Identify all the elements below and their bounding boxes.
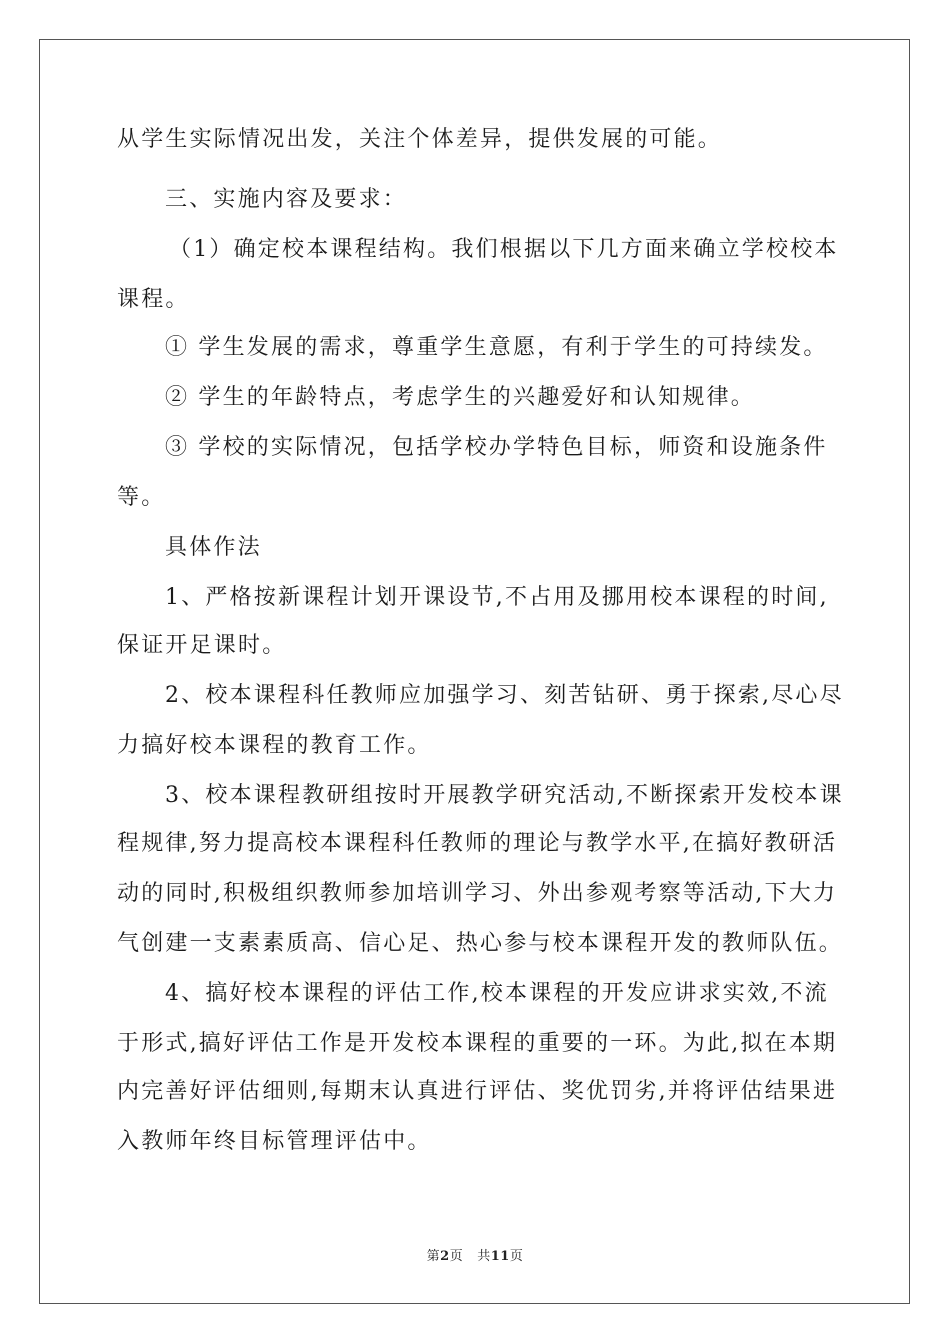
text-line: 气创建一支素素质高、信心足、热心参与校本课程开发的教师队伍。: [117, 931, 844, 956]
list-item: ② 学生的年龄特点，考虑学生的兴趣爱好和认知规律。: [165, 385, 755, 410]
list-item: ① 学生发展的需求，尊重学生意愿，有利于学生的可持续发。: [165, 335, 828, 360]
page-prefix: 第: [426, 1249, 441, 1264]
page-number: 2: [440, 1249, 450, 1264]
text-line: 1、严格按新课程计划开课设节,不占用及挪用校本课程的时间,: [165, 585, 829, 610]
text-line: 4、搞好校本课程的评估工作,校本课程的开发应讲求实效,不流: [165, 981, 829, 1006]
text-line: 动的同时,积极组织教师参加培训学习、外出参观考察等活动,下大力: [117, 881, 838, 906]
text-line: 内完善好评估细则,每期末认真进行评估、奖优罚劣,并将评估结果进: [117, 1079, 838, 1104]
page-border: [39, 39, 910, 1304]
sub-heading: 具体作法: [165, 535, 262, 560]
text-line: 等。: [117, 485, 166, 510]
text-line: 3、校本课程教研组按时开展教学研究活动,不断探索开发校本课: [165, 783, 844, 808]
text-line: 入教师年终目标管理评估中。: [117, 1129, 432, 1154]
page-footer: [0, 1245, 950, 1264]
text-line: 保证开足课时。: [117, 633, 287, 658]
list-item: ③ 学校的实际情况，包括学校办学特色目标，师资和设施条件: [165, 435, 828, 460]
text-line: 力搞好校本课程的教育工作。: [117, 733, 432, 758]
total-prefix: 共: [477, 1249, 491, 1264]
text-line: 于形式,搞好评估工作是开发校本课程的重要的一环。为此,拟在本期: [117, 1031, 838, 1056]
total-suffix: 页: [509, 1249, 524, 1264]
text-line: 程规律,努力提高校本课程科任教师的理论与教学水平,在搞好教研活: [117, 831, 838, 856]
total-pages: 11: [490, 1249, 510, 1264]
text-line: 课程。: [117, 287, 190, 312]
text-line: （1）确定校本课程结构。我们根据以下几方面来确立学校校本: [169, 237, 839, 262]
page-suffix: 页: [449, 1249, 464, 1264]
text-line: 从学生实际情况出发，关注个体差异，提供发展的可能。: [117, 127, 723, 152]
section-heading: 三、实施内容及要求：: [165, 187, 408, 212]
text-line: 2、校本课程科任教师应加强学习、刻苦钻研、勇于探索,尽心尽: [165, 683, 844, 708]
